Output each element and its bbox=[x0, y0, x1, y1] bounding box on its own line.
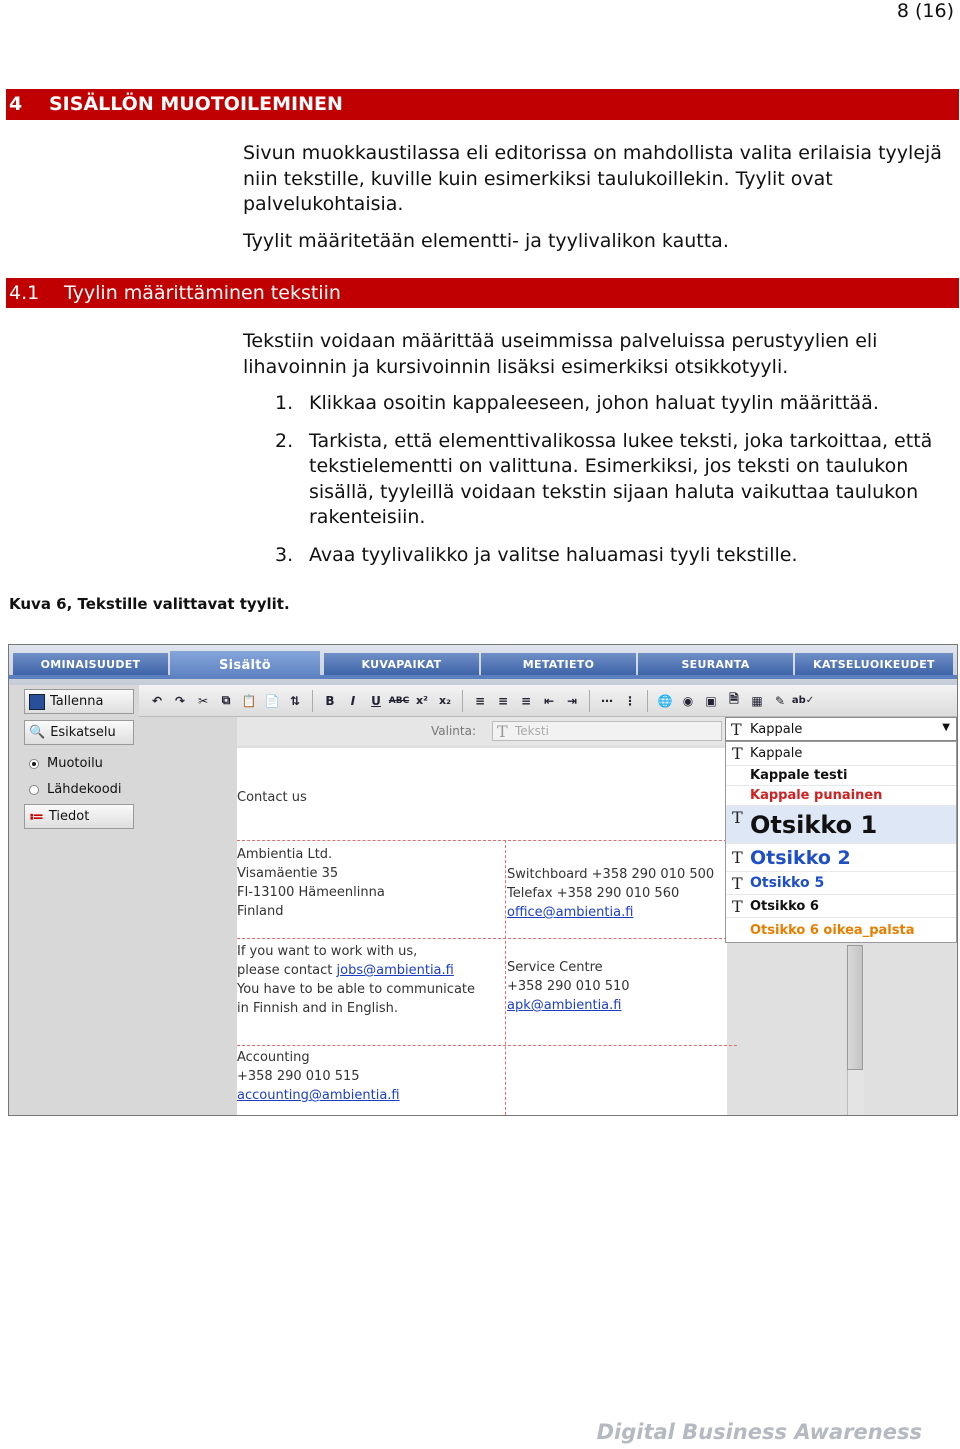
work-line bbox=[237, 961, 502, 980]
superscript-icon[interactable]: x² bbox=[416, 694, 428, 707]
style-option-label: Otsikko 6 oikea_palsta bbox=[750, 922, 915, 938]
work-line: in Finnish and in English. bbox=[237, 1001, 399, 1016]
text-style-icon: T bbox=[732, 873, 743, 893]
bold-icon[interactable]: B bbox=[325, 693, 335, 708]
step-number: 2. bbox=[275, 429, 294, 452]
tab-sisalto[interactable]: Sisältö bbox=[170, 651, 320, 679]
document-icon[interactable]: 🗎 bbox=[729, 692, 739, 706]
cut-icon[interactable]: ✂ bbox=[197, 693, 209, 708]
info-button[interactable] bbox=[24, 804, 134, 829]
floppy-icon bbox=[29, 694, 45, 710]
left-panel bbox=[9, 685, 237, 1115]
preview-label: Esikatselu bbox=[50, 725, 116, 740]
service-line: Service Centre bbox=[507, 960, 603, 975]
style-option[interactable] bbox=[726, 895, 956, 918]
find-replace-icon[interactable]: ⇅ bbox=[289, 693, 301, 708]
address-line: Finland bbox=[237, 904, 284, 919]
contact-heading: Contact us bbox=[237, 790, 307, 805]
style-option[interactable] bbox=[726, 872, 956, 895]
style-option[interactable] bbox=[726, 786, 956, 806]
text-style-icon: T bbox=[731, 719, 742, 739]
style-select-value: Kappale bbox=[750, 721, 803, 737]
preview-button[interactable] bbox=[24, 720, 134, 745]
section-number: 4 bbox=[9, 93, 23, 115]
text-style-icon: T bbox=[732, 848, 743, 867]
service-cell bbox=[507, 958, 630, 1015]
save-button[interactable] bbox=[24, 689, 134, 714]
section-number: 4.1 bbox=[9, 282, 40, 304]
tab-underline bbox=[9, 675, 957, 679]
style-option-label: Kappale punainen bbox=[750, 788, 883, 803]
editor-toolbar bbox=[139, 685, 957, 717]
work-line: You have to be able to communicate bbox=[237, 982, 476, 997]
footer-brand: Digital Business Awareness bbox=[596, 1420, 922, 1444]
table-border bbox=[237, 1045, 737, 1046]
style-select[interactable] bbox=[725, 717, 957, 741]
indent-icon[interactable]: ⇥ bbox=[566, 693, 578, 708]
work-text: please contact bbox=[237, 963, 333, 978]
valinta-label: Valinta: bbox=[431, 724, 477, 738]
style-option-label: Otsikko 5 bbox=[750, 875, 825, 891]
section-title: Tyylin määrittäminen tekstiin bbox=[64, 282, 341, 304]
accounting-line: +358 290 010 515 bbox=[237, 1069, 360, 1084]
radio-selected-icon bbox=[29, 759, 39, 769]
undo-icon[interactable]: ↶ bbox=[151, 693, 163, 708]
step-text: Klikkaa osoitin kappaleeseen, johon haluat tyylin määrittää. bbox=[309, 392, 879, 414]
radio-icon bbox=[29, 785, 39, 795]
text-style-icon: T bbox=[732, 808, 743, 827]
work-line: If you want to work with us, bbox=[237, 944, 418, 959]
style-option-label: Kappale testi bbox=[750, 768, 848, 783]
info-label: Tiedot bbox=[48, 809, 90, 824]
step-number: 1. bbox=[275, 392, 294, 414]
align-left-icon[interactable]: ≡ bbox=[474, 693, 486, 708]
format-radio[interactable] bbox=[29, 756, 103, 771]
format-label: Muotoilu bbox=[47, 756, 103, 771]
service-email-link[interactable]: apk@ambientia.fi bbox=[507, 998, 622, 1013]
section-title: SISÄLLÖN MUOTOILEMINEN bbox=[49, 93, 343, 115]
list-item bbox=[243, 391, 955, 417]
accounting-email-link[interactable]: accounting@ambientia.fi bbox=[237, 1088, 400, 1103]
style-dropdown-list bbox=[725, 741, 957, 943]
section-4-1-text bbox=[243, 329, 955, 580]
edit-icon[interactable]: ✎ bbox=[774, 693, 786, 708]
step-number: 3. bbox=[275, 543, 294, 566]
tab-kuvapaikat[interactable]: KUVAPAIKAT bbox=[324, 653, 479, 675]
align-center-icon[interactable]: ≡ bbox=[497, 693, 509, 708]
toolbar-separator bbox=[647, 690, 648, 712]
copy-icon[interactable]: ⧉ bbox=[221, 693, 231, 707]
steps-list bbox=[243, 391, 955, 568]
step-text: Tarkista, että elementtivalikossa lukee teksti, joka tarkoittaa, että tekstielementti on valittuna. Esimerkiksi, jos teksti on taulukon sisällä, tyyleillä voidaan tekstin sijaan haluta vaikuttaa taulukon rakenteisiin. bbox=[309, 429, 933, 528]
subscript-icon[interactable]: x₂ bbox=[439, 694, 451, 707]
paste-icon[interactable]: 📋 bbox=[241, 693, 257, 708]
outdent-icon[interactable]: ⇤ bbox=[543, 693, 555, 708]
table-border bbox=[505, 840, 506, 1115]
toolbar-separator bbox=[312, 690, 313, 712]
step-text: Avaa tyylivalikko ja valitse haluamasi tyyli tekstille. bbox=[309, 543, 798, 566]
table-icon[interactable]: ▦ bbox=[751, 693, 763, 708]
table-border bbox=[237, 938, 737, 939]
switchboard-line: Switchboard +358 290 010 500 bbox=[507, 867, 715, 882]
style-option-label: Kappale bbox=[750, 746, 803, 761]
intro-paragraph: Sivun muokkaustilassa eli editorissa on mahdollista valita erilaisia tyylejä niin tekstille, kuville kuin esimerkiksi taulukoillekin. Tyylit ovat palvelukohtaisia. bbox=[243, 142, 942, 215]
toolbar-separator bbox=[462, 690, 463, 712]
address-line: Visamäentie 35 bbox=[237, 866, 339, 881]
tab-ominaisuudet[interactable]: OMINAISUUDET bbox=[13, 653, 168, 675]
save-label: Tallenna bbox=[50, 694, 104, 709]
section-4-heading bbox=[6, 89, 959, 120]
style-option[interactable] bbox=[726, 844, 956, 872]
style-option-label: Otsikko 1 bbox=[750, 810, 878, 839]
magnifier-icon: 🔍 bbox=[29, 725, 46, 740]
source-radio[interactable] bbox=[29, 782, 122, 797]
intro-text bbox=[243, 141, 955, 254]
toolbar-separator bbox=[589, 690, 590, 712]
text-style-icon: T bbox=[732, 896, 743, 916]
office-email-link[interactable]: office@ambientia.fi bbox=[507, 905, 634, 920]
info-icon: ≔ bbox=[29, 808, 44, 825]
service-line: +358 290 010 510 bbox=[507, 979, 630, 994]
tab-katseluoikeudet[interactable]: KATSELUOIKEUDET bbox=[795, 653, 953, 675]
underline-icon[interactable]: U bbox=[371, 693, 381, 708]
list-item bbox=[243, 543, 955, 569]
tab-seuranta[interactable]: SEURANTA bbox=[638, 653, 793, 675]
style-option[interactable] bbox=[726, 918, 956, 942]
figure-caption: Kuva 6, Tekstille valittavat tyylit. bbox=[9, 595, 290, 613]
jobs-email-link[interactable]: jobs@ambientia.fi bbox=[336, 963, 454, 978]
redo-icon[interactable]: ↷ bbox=[174, 693, 186, 708]
style-option-label: Otsikko 6 bbox=[750, 898, 819, 914]
spellcheck-icon[interactable]: ab✓ bbox=[791, 695, 815, 706]
work-cell bbox=[237, 942, 502, 1018]
style-option-highlighted[interactable] bbox=[726, 806, 956, 844]
image-icon[interactable]: ▣ bbox=[705, 693, 717, 708]
text-style-icon: T bbox=[732, 744, 743, 763]
accounting-cell bbox=[237, 1048, 400, 1105]
intro-paragraph: Tyylit määritetään elementti- ja tyylivalikon kautta. bbox=[243, 229, 729, 252]
chevron-down-icon[interactable]: ▼ bbox=[942, 722, 950, 733]
text-style-icon: T bbox=[497, 721, 508, 741]
paste-text-icon[interactable]: 📄 bbox=[264, 693, 280, 708]
list-item bbox=[243, 429, 955, 531]
unlink-icon[interactable]: ◉ bbox=[682, 693, 694, 708]
element-select[interactable] bbox=[492, 721, 722, 741]
tab-metatieto[interactable]: METATIETO bbox=[481, 653, 636, 675]
source-label: Lähdekoodi bbox=[47, 782, 122, 797]
switchboard-cell bbox=[507, 865, 714, 922]
align-right-icon[interactable]: ≡ bbox=[520, 693, 532, 708]
table-border bbox=[237, 840, 737, 841]
section-4-1-heading bbox=[6, 278, 959, 308]
link-icon[interactable]: 🌐 bbox=[657, 693, 673, 708]
style-option[interactable] bbox=[726, 742, 956, 766]
editor-canvas[interactable] bbox=[237, 748, 727, 1115]
address-line: Ambientia Ltd. bbox=[237, 847, 333, 862]
numbered-list-icon[interactable]: ⋮ bbox=[624, 693, 636, 708]
style-option-label: Otsikko 2 bbox=[750, 846, 851, 869]
scrollbar-thumb[interactable] bbox=[847, 945, 863, 1070]
editor-screenshot bbox=[8, 644, 958, 1116]
body-paragraph: Tekstiin voidaan määrittää useimmissa palveluissa perustyylien eli lihavoinnin ja kursivoinnin lisäksi esimerkiksi otsikkotyyli. bbox=[243, 330, 878, 378]
accounting-line: Accounting bbox=[237, 1050, 310, 1065]
address-cell bbox=[237, 845, 385, 921]
switchboard-line: Telefax +358 290 010 560 bbox=[507, 886, 680, 901]
address-line: FI-13100 Hämeenlinna bbox=[237, 885, 385, 900]
element-select-value: Teksti bbox=[515, 724, 549, 738]
strikethrough-icon[interactable]: ABC bbox=[388, 695, 410, 706]
style-option[interactable] bbox=[726, 766, 956, 786]
page-number: 8 (16) bbox=[896, 0, 954, 22]
italic-icon[interactable]: I bbox=[350, 693, 356, 708]
bullet-list-icon[interactable]: ⋯ bbox=[601, 693, 613, 708]
